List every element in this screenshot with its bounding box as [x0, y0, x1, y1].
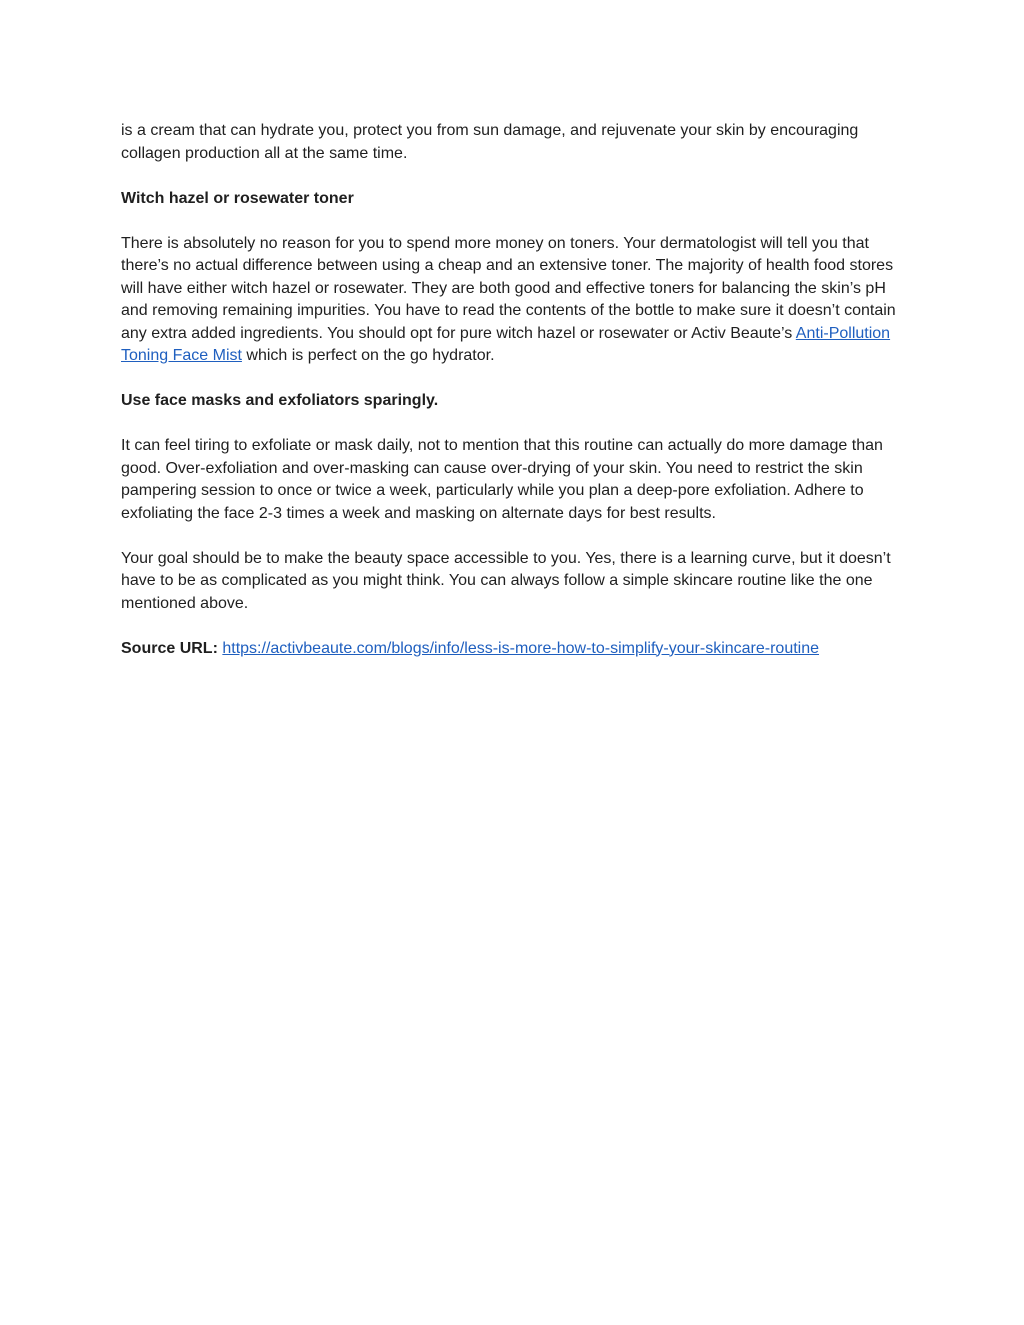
toner-text-before-link: There is absolutely no reason for you to spend more money on toners. Your dermatologist will tell you that there’s no actual difference between using a cheap and an extensive toner. The majority of health food stores will have either witch hazel or rosewater. They are both good and effective toners for balancing the skin’s pH and removing remaining impurities. You have to read the contents of the bottle to make sure it doesn’t contain any extra added ingredients. You should opt for pure witch hazel or rosewater or Activ Beaute’s: [121, 234, 896, 342]
masks-heading: Use face masks and exfoliators sparingly.: [121, 392, 439, 409]
intro-paragraph: is a cream that can hydrate you, protect you from sun damage, and rejuvenate your skin by encouraging collagen production all at the same time.: [121, 122, 859, 162]
source-line: [121, 638, 911, 661]
conclusion-paragraph: Your goal should be to make the beauty space accessible to you. Yes, there is a learning curve, but it doesn’t have to be as complicated as you might think. You can always follow a simple skincare routine like the one mentioned above.: [121, 549, 891, 612]
face-mist-link[interactable]: Anti-Pollution Toning Face Mist: [121, 324, 891, 364]
source-url-link[interactable]: https://activbeaute.com/blogs/info/less-is-more-how-to-simplify-your-skincare-routine: [222, 639, 820, 657]
masks-paragraph: It can feel tiring to exfoliate or mask daily, not to mention that this routine can actually do more damage than good. Over-exfoliation and over-masking can cause over-drying of your skin. You need to restrict the skin pampering session to once or twice a week, particularly while you plan a deep-pore exfoliation. Adhere to exfoliating the face 2-3 times a week and masking on alternate days for best results.: [121, 437, 883, 522]
toner-paragraph: [121, 233, 911, 368]
toner-heading: Witch hazel or rosewater toner: [121, 189, 354, 207]
source-label: Source URL:: [121, 639, 218, 657]
document-page: [121, 120, 911, 683]
toner-text-after-link: which is perfect on the go hydrator.: [241, 347, 495, 364]
